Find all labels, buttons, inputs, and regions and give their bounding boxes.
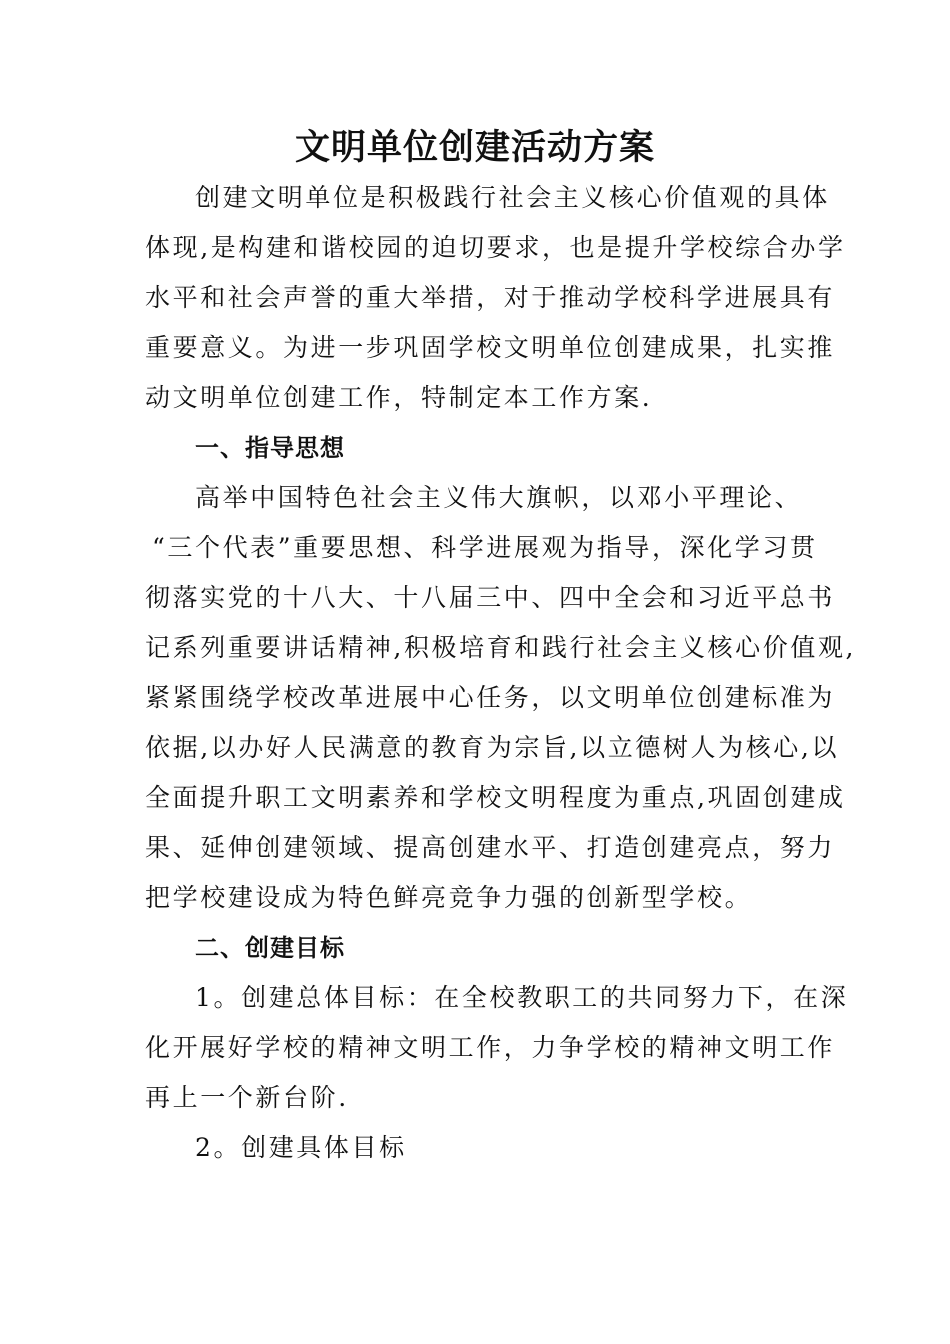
body-line: “三个代表”重要思想、科学进展观为指导，深化学习贯 (152, 533, 818, 562)
intro-line: 体现,是构建和谐校园的迫切要求，也是提升学校综合办学 (145, 233, 846, 262)
intro-line: 动文明单位创建工作，特制定本工作方案. (145, 383, 653, 412)
body-line: 把学校建设成为特色鲜亮竞争力强的创新型学校。 (145, 883, 753, 912)
document-title: 文明单位创建活动方案 (294, 127, 655, 168)
intro-line: 重要意义。为进一步巩固学校文明单位创建成果，扎实推 (145, 333, 836, 362)
body-line: 依据,以办好人民满意的教育为宗旨,以立德树人为核心,以 (145, 733, 840, 762)
intro-line: 创建文明单位是积极践行社会主义核心价值观的具体 (195, 183, 830, 212)
body-line: 高举中国特色社会主义伟大旗帜，以邓小平理论、 (195, 483, 803, 512)
body-line: 果、延伸创建领域、提高创建水平、打造创建亮点，努力 (145, 833, 836, 862)
intro-line: 水平和社会声誉的重大举措，对于推动学校科学进展具有 (145, 283, 836, 312)
body-line: 2。创建具体目标 (195, 1133, 407, 1162)
body-line: 再上一个新台阶. (145, 1083, 349, 1112)
section-heading-goals: 二、创建目标 (195, 934, 345, 962)
body-line: 全面提升职工文明素养和学校文明程度为重点,巩固创建成 (145, 783, 846, 812)
section-heading-guiding-ideology: 一、指导思想 (195, 434, 345, 462)
body-line: 彻落实党的十八大、十八届三中、四中全会和习近平总书 (145, 583, 836, 612)
body-line: 1。创建总体目标：在全校教职工的共同努力下，在深 (195, 983, 849, 1012)
body-line: 化开展好学校的精神文明工作，力争学校的精神文明工作 (145, 1033, 836, 1062)
body-line: 紧紧围绕学校改革进展中心任务，以文明单位创建标准为 (145, 683, 836, 712)
body-line: 记系列重要讲话精神,积极培育和践行社会主义核心价值观, (145, 633, 857, 662)
